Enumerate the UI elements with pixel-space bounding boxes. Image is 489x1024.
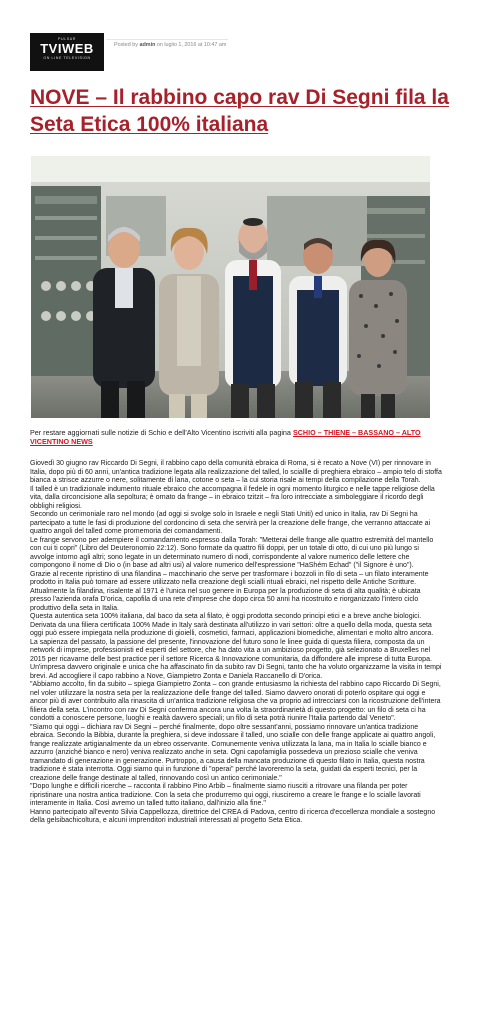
article-paragraph: Secondo un cerimoniale raro nel mondo (ad oggi si svolge solo in Israele e negli Stati Uniti) ed unico in Italia, rav Di Segni ha partecipato a tutte le fasi di produzione del cordoncino di seta che servirà per la creazione delle frange, che verranno attaccate ai quattro angoli del talled come promemoria dei comandamenti. [30,511,431,535]
article-paragraph: Un'impresa davvero originale e unica che ha affascinato fin da subito rav Di Segni, tanto che ha voluto organizzarne la visita in tempi brevi. Ad accogliere il capo rabbino a Nove, Giampietro Zonta e Daniela Raccanello di D'orica. [30,664,442,680]
site-logo[interactable] [30,33,104,71]
article-paragraph: Questa autentica seta 100% italiana, dal baco da seta al filato, è oggi prodotta secondo principi etici e a breve anche biologici. Derivata da una filiera certificata 100% Made in Italy sarà destinata all'utilizzo in vari settori: oltre a quello della moda, questa seta oggi può essere impiegata nella produzione di gioielli, cosmetici, farmaci, applicazioni biomediche, alimentari e molto altro ancora. [30,613,434,637]
post-title[interactable]: NOVE – Il rabbino capo rav Di Segni fila la Seta Etica 100% italiana [30,86,449,136]
subscribe-note [30,428,442,447]
article-paragraph: Il talled è un tradizionale indumento rituale ebraico che accompagna il fedele in ogni momento liturgico e nelle tappe religiose della vita, dalla circoncisione alla sepoltura; è ornato da frange – in ebraico tzitzit – fra loro intrecciate a simboleggiare il ricordo degli obblighi religiosi. [30,485,435,510]
meta-divider [106,39,228,40]
logo-tagline: ON LINE TELEVISION [43,56,91,60]
article-paragraph: "Abbiamo accolto, fin da subito – spiega Giampietro Zonta – con grande entusiasmo la richiesta del rabbino capo Riccardo Di Segni, nel voler utilizzare la nostra seta per la realizzazione delle frange del talled. Siamo davvero onorati di poterlo ospitare qui oggi e ancor più di aver contribuito alla rinascita di un'antica tradizione religiosa che va proprio ad intrecciarsi con la ricostruzione dell'intera filiera della seta. L'incontro con rav Di Segni conferma ancora una volta la straordinarietà di questo progetto: un filo di seta ci ha condotti a conoscere persone, luoghi e realtà davvero speciali; un filo di seta potrà riunire l'Italia partendo dal Veneto". [30,681,441,722]
post-photo [31,156,430,418]
article-paragraph: "Dopo lunghe e difficili ricerche – racconta il rabbino Pino Arbib – finalmente siamo riusciti a ritrovare una filanda per poter ripristinare una nostra antica tradizione. Con la seta che produrremo qui oggi, riusciremo a creare le frange e lo scialle lavorati interamente in Italia. Così avremo un talled tutto italiano, dall'inizio alla fine." [30,783,421,807]
meta-date: on luglio 1, 2016 at 10:47 am [155,42,227,48]
article-paragraph: La sapienza del passato, la passione del presente, l'innovazione del futuro sono le linee guida di questa filiera, composta da un network di imprese, professionisti ed esperti del settore, che ha dato vita a un ambizioso progetto, già selezionato a Bruxelles nel 2015 per ricavarne delle best practice per il settore Ricerca & Innovazione comunitaria, da diffondere alle imprese di tutta Europa. [30,638,432,663]
subscribe-text: Per restare aggiornati sulle notizie di Schio e dell'Alto Vicentino iscriviti alla pagina [30,428,293,437]
article-paragraph: Hanno partecipato all'evento Silvia Cappellozza, direttrice del CREA di Padova, centro di ricerca d'eccellenza mondiale a sostegno della gelsibachicoltura, e alcuni imprenditori industriali interessati al progetto Seta Etica. [30,808,436,824]
article-paragraph: Le frange servono per adempiere il comandamento espresso dalla Torah: "Metterai delle frange alle quattro estremità del mantello con cui ti copri" (Libro del Deuteronomio 22:12). Sono formate da quattro fili doppi, per un totale di otto, di cui uno più lungo si avvolge intorno agli altri; sono legate in un determinato numero di nodi, corrispondente al valore numerico delle lettere che compongono il nome di Dio o (in base ad altri usi) al valore numerico dell'espressione "HaShém Echad" ("il Signore è uno"). [30,536,434,569]
logo-top-label: PULSAR [58,37,76,41]
post-author-link[interactable]: admin [139,42,156,48]
article-paragraph: Giovedì 30 giugno rav Riccardo Di Segni, il rabbino capo della comunità ebraica di Roma, si è recato a Nove (VI) per rinnovare in Italia, dopo più di 60 anni, un'antica tradizione legata alla realizzazione del talled, lo sciallle di preghiera ebraico – ampio telo di stoffa bianca a strisce azzurre o nere, solitamente di lana, cotone o seta – la cui storia risale ai tempi della compilazione della Torah. [30,460,442,484]
meta-prefix: Posted by [114,42,140,48]
article-paragraph: Grazie al recente ripristino di una filandina – macchinario che serve per trasformare i bozzoli in filo di seta – un filato interamente prodotto in Italia può tornare ad essere utilizzato nella creazione degli scialli rituali ebraici, nel rispetto delle Antiche Scritture. [30,570,429,586]
article-body [30,460,442,826]
article-paragraph: Attualmente la filandina, risalente al 1971 è l'unica nel suo genere in Europa per la produzione di seta di alta qualità; è ubicata presso l'azienda orafa D'orica, capofila di una rete d'imprese che dopo circa 50 anni ha ricostruito e riorganizzato l'intero ciclo produttivo della seta in Italia. [30,587,421,612]
post-meta [114,42,226,48]
article-paragraph: "Siamo qui oggi – dichiara rav Di Segni – perché finalmente, dopo oltre sessant'anni, possiamo rinnovare un'antica tradizione ebraica. Secondo la Bibbia, durante la preghiera, si deve indossare il talled, uno scialle con delle frange applicate ai quattro angoli, frange realizzate artigianalmente da un ebreo osservante. Comunemente veniva utilizzata la lana, ma in Italia lo scialle bianco e azzurro (anziché bianco e nero) veniva realizzato anche in seta. Ogni capofamiglia possedeva un prezioso scialle che veniva tramandato di generazione in generazione. Purtroppo, a causa della mancata produzione di questo filato in Italia, questa nostra tradizione è stata interrotta. Oggi siamo qui in funzione di "operai" perché lavoreremo la seta, guidati da esperti tecnici, per la creazione delle frange destinate al talled, rinnovando così un antico cerimoniale." [30,723,436,782]
group-photo-illustration [31,156,430,418]
news-page-link[interactable]: SCHIO – THIENE – BASSANO – ALTO VICENTINO NEWS [30,428,421,447]
logo-wordmark: TVIWEB [40,41,94,56]
